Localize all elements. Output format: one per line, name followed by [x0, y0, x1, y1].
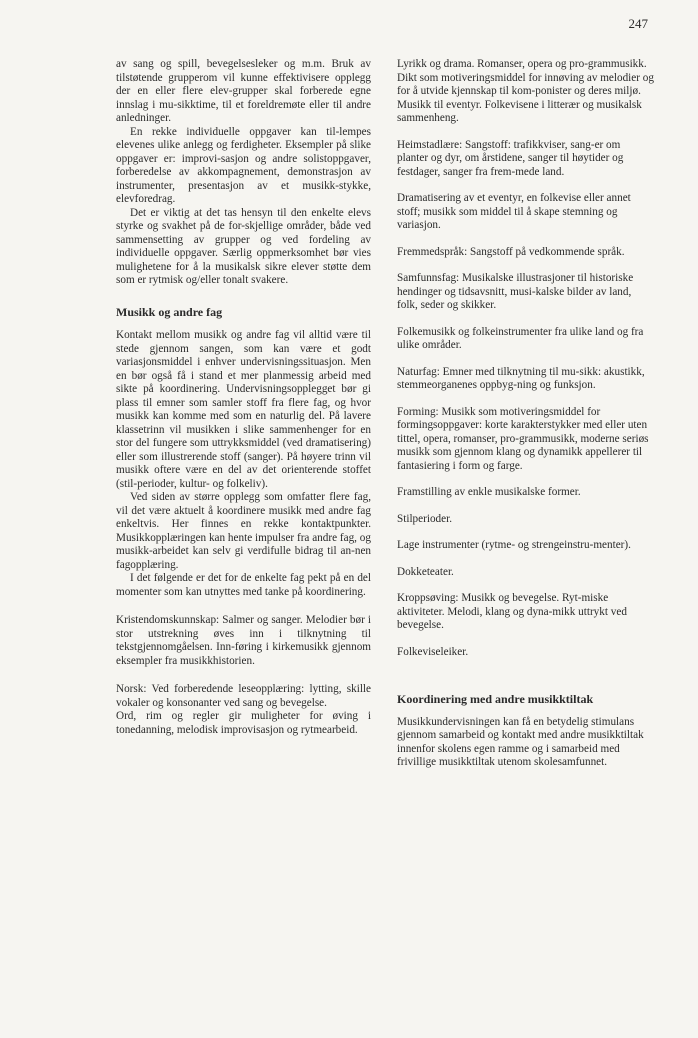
left-intro-paragraph-3: Det er viktig at det tas hensyn til den enkelte elevs styrke og svakhet på de for-skjellige områder, både ved sammensetting av grupper og ved fordeling av individuelle oppgaver. Særlig oppmerksomhet bør vies mulighetene for å la musikalsk sikre elever støtte dem som er rytmisk og/eller tonalt svakere. — [116, 206, 371, 286]
section-heading-musikk-og-andre-fag: Musikk og andre fag — [116, 304, 223, 319]
section-paragraph-2: Ved siden av større opplegg som omfatter flere fag, vil det være aktuelt å koordinere musikk med andre fag enkeltvis. Her finnes en rekke kontaktpunkter. Musikkopplæringen kan hente impulser fra andre fag, og musikk-arbeidet kan selv gi verdifulle bidrag til an-nen fagopplæring. — [116, 491, 371, 571]
subject-line: Folkeviseleiker. — [397, 645, 469, 658]
subject-item-kroppsoving — [397, 592, 654, 633]
subject-item-lage-instrumenter — [397, 539, 654, 553]
subject-line: Lage instrumenter (rytme- og strengeinstru-menter). — [397, 539, 631, 551]
subject-line: Stilperioder. — [397, 512, 452, 525]
subject-item-stilperioder — [397, 513, 654, 527]
subject-item-dramatisering — [397, 192, 654, 233]
subject-line: Lyrikk og drama. Romanser, opera og pro-grammusikk. — [397, 58, 647, 70]
subject-item-framstilling — [397, 486, 654, 500]
subject-kristendomskunnskap: Kristendomskunnskap: Salmer og sanger. Melodier bør i stor utstrekning øves inn i tilknytning til tekstgjennomgåelsen. Inn-føring i kirkemusikk gjennom eksempler fra musikkhistorien. — [116, 614, 371, 667]
subject-item-heimstadlaere — [397, 139, 654, 180]
subject-item-samfunnsfag — [397, 272, 654, 313]
subject-item-forming — [397, 406, 654, 474]
left-column — [116, 58, 371, 737]
subject-item-lyrikk — [397, 58, 654, 126]
section-paragraph-1: Kontakt mellom musikk og andre fag vil alltid være til stede gjennom sangen, som kan være et godt variasjonsmiddel i enhver undervisningssituasjon. Men en bør også få i stand et mer planmessig arbeid med sikte på koordinering. Undervisningsopplegget bør gi plass til emner som samler stoff fra flere fag, og hvor musikk kan komme med som en naturlig del. På lavere klassetrinn vil musikken i slike sammenhenger for en stor del fungere som uttrykksmiddel (ved dramatisering) eller som illustrerende stoff (sanger). På høyere trinn vil musikk oftere være en del av det orienterende stoffet (stil-perioder, kultur- og folkeliv). — [116, 329, 371, 490]
subject-line: Samfunnsfag: Musikalske illustrasjoner til historiske hendinger og tidsavsnitt, musi-kalske bilder av land, folk, seder og skikker. — [397, 272, 634, 311]
left-intro-paragraph-2: En rekke individuelle oppgaver kan til-lempes elevenes ulike anlegg og ferdigheter. Eksempler på slike oppgaver er: improvi-sasjon og andre solistoppgaver, forberedelse av akkompagnement, demonstrasjon av instrumenter, presentasjon av et musikk-stykke, elevforedrag. — [116, 125, 371, 205]
subject-item-fremmedspraak — [397, 246, 654, 260]
subject-line: Dikt som motiveringsmiddel for innøving av melodier og for å utvide kjennskap til kom-ponister og deres miljø. — [397, 71, 654, 97]
subject-line: Folkemusikk og folkeinstrumenter fra ulike land og fra ulike områder. — [397, 325, 644, 351]
right-column — [397, 58, 654, 770]
subject-line: Dramatisering av et eventyr, en folkevise eller annet stoff; musikk som middel til å skape stemning og variasjon. — [397, 192, 631, 231]
subject-line: Forming: Musikk som motiveringsmiddel for formingsoppgaver: korte karakterstykker med eller uten tittel, opera, romanser, pro-grammusikk, moderne seriøs musikk som gjennom klang og dynamikk appellerer til fantasiering i form og farge. — [397, 405, 649, 472]
left-intro-paragraph-1: av sang og spill, bevegelsesleker og m.m. Bruk av tilstøtende grupperom vil kunne effektivisere opplegg der en eller flere elev-grupper skal forberede egne innslag i mu-sikktime, til et foreldremøte eller til andre anledninger. — [116, 58, 371, 124]
subject-item-folkemusikk — [397, 326, 654, 353]
subject-item-folkeviseleiker — [397, 646, 654, 660]
subject-line: Naturfag: Emner med tilknytning til mu-sikk: akustikk, stemmeorganenes oppbyg-ning og funksjon. — [397, 365, 645, 391]
subject-line: Heimstadlære: Sangstoff: trafikkviser, sang-er om planter og dyr, om årstidene, sanger til høytider og festdager, sanger fra frem-mede land. — [397, 138, 624, 178]
subject-line: Fremmedspråk: Sangstoff på vedkommende språk. — [397, 245, 625, 258]
subject-item-dokketeater — [397, 566, 654, 580]
subject-norsk: Norsk: Ved forberedende leseopplæring: lytting, skille vokaler og konsonanter ved sang og bevegelse. — [116, 683, 371, 709]
subject-line: Musikk til eventyr. Folkevisene i litterær og musikalsk sammenheng. — [397, 98, 642, 124]
page-number: 247 — [628, 16, 648, 31]
subject-item-naturfag — [397, 366, 654, 393]
closing-paragraph: Musikkundervisningen kan få en betydelig stimulans gjennom samarbeid og kontakt med andre musikktiltak innenfor skolens egen ramme og i samarbeid med frivillige musikktiltak utenom skolesamfunnet. — [397, 715, 644, 768]
subject-norsk-continued: Ord, rim og regler gir muligheter for øving i tonedanning, melodisk improvisasjon og rytmearbeid. — [116, 710, 371, 736]
section-paragraph-3: I det følgende er det for de enkelte fag pekt på en del momenter som kan utnyttes med tanke på koordinering. — [116, 572, 371, 598]
subject-line: Kroppsøving: Musikk og bevegelse. Ryt-miske aktiviteter. Melodi, klang og dyna-mikk uttrykt ved bevegelse. — [397, 592, 627, 631]
subject-line: Framstilling av enkle musikalske former. — [397, 486, 581, 498]
section-heading-koordinering: Koordinering med andre musikktiltak — [397, 692, 594, 706]
subject-line: Dokketeater. — [397, 565, 454, 578]
